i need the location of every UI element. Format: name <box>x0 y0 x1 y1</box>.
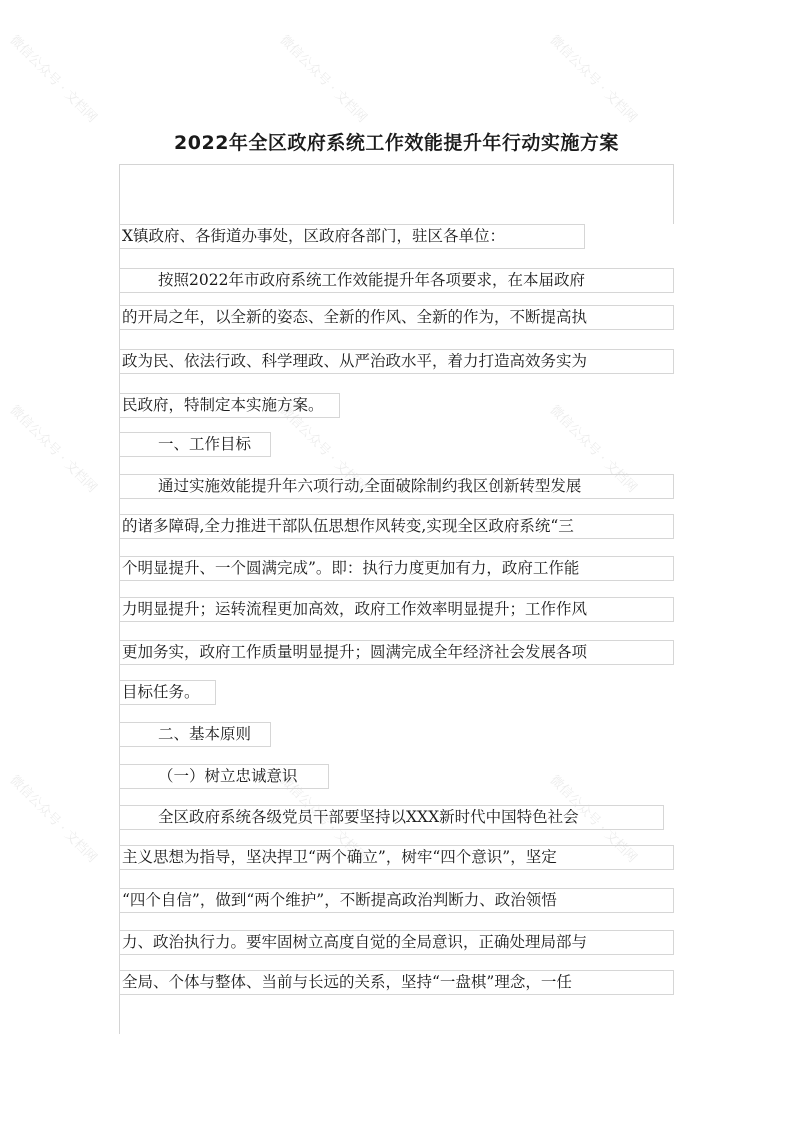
watermark: 微信公众号 · 文档网 <box>6 402 100 496</box>
paragraph-line: 通过实施效能提升年六项行动,全面破除制约我区创新转型发展 <box>119 474 674 499</box>
document-title: 2022年全区政府系统工作效能提升年行动实施方案 <box>174 132 619 154</box>
section-heading: 二、基本原则 <box>119 722 271 747</box>
paragraph-line: 民政府，特制定本实施方案。 <box>119 393 340 418</box>
addressee-line: X镇政府、各街道办事处，区政府各部门，驻区各单位： <box>119 224 585 249</box>
watermark: 微信公众号 · 文档网 <box>546 32 640 126</box>
paragraph-line: 全区政府系统各级党员干部要坚持以XXX新时代中国特色社会 <box>119 805 664 830</box>
watermark: 微信公众号 · 文档网 <box>546 402 640 496</box>
watermark: 微信公众号 · 文档网 <box>546 772 640 866</box>
paragraph-line: 按照2022年市政府系统工作效能提升年各项要求，在本届政府 <box>119 268 674 293</box>
paragraph-line: 更加务实，政府工作质量明显提升；圆满完成全年经济社会发展各项 <box>119 640 674 665</box>
paragraph-line: 目标任务。 <box>119 680 216 705</box>
watermark: 微信公众号 · 文档网 <box>6 32 100 126</box>
paragraph-line: 个明显提升、一个圆满完成”。即：执行力度更加有力，政府工作能 <box>119 556 674 581</box>
watermark: 微信公众号 · 文档网 <box>276 772 370 866</box>
paragraph-line: 政为民、依法行政、科学理政、从严治政水平，着力打造高效务实为 <box>119 349 674 374</box>
paragraph-line: “四个自信”，做到“两个维护”，不断提高政治判断力、政治领悟 <box>119 888 674 913</box>
watermark: 微信公众号 · 文档网 <box>276 32 370 126</box>
paragraph-line: 主义思想为指导，坚决捍卫“两个确立”，树牢“四个意识”，坚定 <box>119 845 674 870</box>
paragraph-line: 力明显提升；运转流程更加高效，政府工作效率明显提升；工作作风 <box>119 597 674 622</box>
section-heading: 一、工作目标 <box>119 432 271 457</box>
paragraph-line: 的诸多障碍,全力推进干部队伍思想作风转变,实现全区政府系统“三 <box>119 514 674 539</box>
subsection-heading: （一）树立忠诚意识 <box>119 764 329 789</box>
paragraph-line: 全局、个体与整体、当前与长远的关系，坚持“一盘棋”理念，一任 <box>119 970 674 995</box>
paragraph-line: 力、政治执行力。要牢固树立高度自觉的全局意识，正确处理局部与 <box>119 930 674 955</box>
paragraph-line: 的开局之年，以全新的姿态、全新的作风、全新的作为，不断提高执 <box>119 305 674 330</box>
watermark: 微信公众号 · 文档网 <box>6 772 100 866</box>
watermark: 微信公众号 · 文档网 <box>276 402 370 496</box>
text-frame <box>119 164 674 224</box>
